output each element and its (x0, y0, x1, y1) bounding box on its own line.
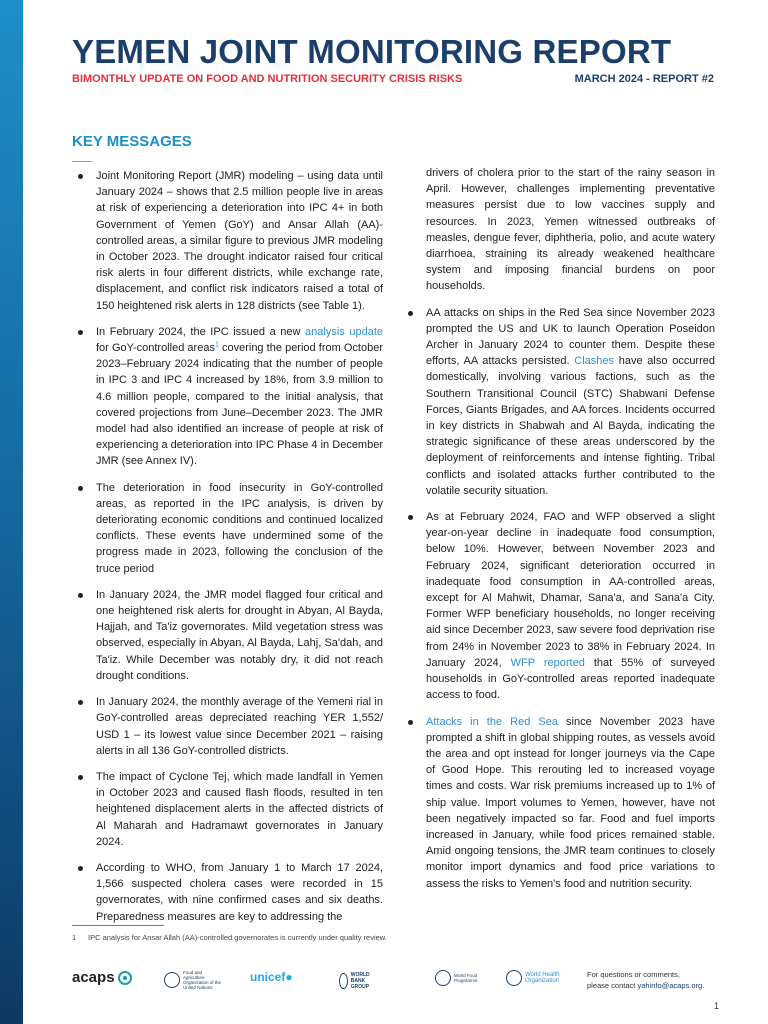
bullet-text: According to WHO, from January 1 to March 17 2024, 1,566 suspected cholera cases were recorded in 15 governorates, with nine confirmed cases and six deaths. Preparedness measures are key to addressing the (96, 861, 383, 923)
acaps-wordmark: acaps (72, 969, 115, 986)
unicef-globe-icon: ● (285, 970, 293, 984)
footnote-number: 1 (72, 933, 77, 942)
footnote-divider (72, 925, 164, 926)
wfp-reported-link[interactable]: WFP reported (510, 656, 585, 669)
bullet-icon (78, 174, 83, 179)
wfp-logo[interactable] (435, 970, 494, 986)
bullet-icon (78, 775, 83, 780)
report-subtitle: BIMONTHLY UPDATE ON FOOD AND NUTRITION SECURITY CRISIS RISKS (72, 73, 463, 85)
list-item (408, 305, 715, 499)
unicef-logo[interactable] (250, 970, 293, 984)
left-column (78, 168, 383, 935)
list-item (78, 769, 383, 850)
bullet-text: AA attacks on ships in the Red Sea since November 2023 prompted the US and UK to launch Operation Poseidon Archer in January 2024 to counter them. Despite these efforts, AA attacks persisted. (426, 306, 715, 368)
bullet-icon (78, 866, 83, 871)
key-messages-heading: KEY MESSAGES (72, 133, 192, 150)
list-item-continued (408, 165, 715, 295)
wfp-seal-icon (435, 970, 451, 986)
bullet-text: drivers of cholera prior to the start of the rainy season in April. However, challenges implementing preventative measures persist due to low vaccines supply and resources. In 2023, Yemen witnessed outbreaks of measles, dengue fever, diphtheria, polio, and acute watery diarrhoea, straining its already weakened healthcare system and imposing financial burdens on poor households. (426, 167, 715, 293)
page-number: 1 (713, 1001, 719, 1011)
world-bank-text: WORLD BANK GROUP (350, 972, 370, 990)
footnote-text: IPC analysis for Ansar Allah (AA)-controlled governorates is currently under quality review. (88, 933, 387, 942)
analysis-update-link[interactable]: analysis update (305, 325, 383, 338)
bullet-icon (78, 700, 83, 705)
bullet-text: since November 2023 have prompted a shift in global shipping routes, as vessels avoid the area and opt instead for longer journeys via the Cape of Good Hope. This rerouting led to increased voyage times and costs. War risk premiums increased up to 1% of ship value. Import volumes to Yemen, however, have not been negatively impacted so far. Food and fuel imports increased in January, while food prices remained stable. Amid ongoing tensions, the JMR team continues to closely monitor import dynamics and food price variations to assess the risks to Yemen's food and nutrition security. (426, 715, 715, 890)
acaps-logo[interactable] (72, 969, 132, 986)
contact-prefix: please contact (587, 981, 636, 990)
world-bank-globe-icon (339, 973, 348, 989)
who-logo-text: World Health Organization (525, 971, 560, 984)
bullet-icon (78, 330, 83, 335)
who-logo[interactable] (506, 970, 575, 986)
report-date: MARCH 2024 - REPORT #2 (574, 73, 714, 85)
list-item (408, 714, 715, 892)
side-accent-bar (0, 0, 23, 1024)
heading-divider (72, 161, 92, 162)
footnote (72, 933, 387, 942)
bullet-text: In January 2024, the JMR model flagged four critical and one heightened risk alerts for drought in Abyan, Al Bayda, Hajjah, and Ta'iz governorates. Mild vegetation stress was observed, especially in Abyan, Al Bayda, Lahj, Sa'dah, and Ta'iz. While December was notably dry, it did not reach drought conditions. (96, 588, 383, 682)
fao-logo[interactable] (164, 970, 223, 990)
fao-logo-text: Food and Agriculture Organization of the United Nations (183, 970, 222, 990)
list-item (408, 509, 715, 703)
bullet-icon (78, 486, 83, 491)
list-item (78, 168, 383, 314)
bullet-text: The impact of Cyclone Tej, which made landfall in Yemen in October 2023 and caused flash floods, resulted in ten heightened displacement alerts in the affected districts of Al Maharah and Hadramawt governorates in January 2024. (96, 770, 383, 848)
contact-line: For questions or comments, (587, 970, 680, 979)
list-item (78, 694, 383, 759)
wfp-logo-text: World Food Programme (454, 973, 478, 983)
footnote-ref[interactable]: 1 (214, 341, 219, 349)
world-bank-logo[interactable] (339, 972, 377, 990)
red-sea-attacks-link[interactable]: Attacks in the Red Sea (426, 715, 558, 728)
bullet-text: The deterioration in food insecurity in GoY-controlled areas, as reported in the IPC analysis, is driven by deteriorating economic conditions and continued localized conflicts. These events have undermined some of the progress made in 2023, following the conclusion of the truce period (96, 481, 383, 575)
list-item (78, 860, 383, 925)
bullet-text: Joint Monitoring Report (JMR) modeling – using data until January 2024 – shows that 2.5 million people live in areas at risk of experiencing a deterioration into IPC 4+ in both Government of Yemen (GoY) and Ansar Allah (AA)-controlled areas, a similar figure to previous JMR modeling in October 2023. The drought indicator raised four critical risk alerts in four different districts, while exchange rate, displacement, and conflict risk indicators raised a total of 150 heightened risk alerts in 128 districts (see Table 1). (96, 170, 383, 312)
bullet-icon (408, 720, 413, 725)
bullet-text: that 55% of surveyed households in GoY-controlled areas reported inadequate access to food. (426, 656, 715, 702)
clashes-link[interactable]: Clashes (574, 355, 615, 368)
unicef-wordmark: unicef (250, 970, 286, 984)
list-item (78, 324, 383, 470)
contact-info (587, 969, 704, 991)
bullet-text: covering the period from October 2023–February 2024 indicating that the number of people in IPC 3 and IPC 4 increased by 18%, from 3.9 million to 4.6 million people, compared to the initial analysis, that covered projections from June–December 2023. The JMR model had also identified an increase of people at risk of experiencing a deterioration into IPC Phase 4 in December JMR (see Annex IV). (96, 342, 384, 468)
list-item (78, 480, 383, 577)
bullet-icon (408, 515, 413, 520)
list-item (78, 587, 383, 684)
bullet-text: In February 2024, the IPC issued a new (96, 325, 306, 338)
contact-email-link[interactable]: yahinfo@acaps.org. (637, 981, 705, 990)
acaps-mark-icon (118, 971, 132, 985)
bullet-icon (78, 593, 83, 598)
who-emblem-icon (506, 970, 522, 986)
bullet-text: have also occurred domestically, involving various factions, such as the Southern Transitional Council (STC) Shabwani Defense Forces, Giants Brigades, and AA forces. Incidents occurred in key districts in Shabwah and Al Bayda, indicating the strategic significance of these areas underscored by the deployment of reinforcements and intense fighting. Tribal conflicts and isolated attacks further contributed to the volatile security situation. (426, 355, 715, 497)
contact-line (587, 980, 704, 991)
fao-seal-icon (164, 972, 180, 988)
report-title: YEMEN JOINT MONITORING REPORT (72, 33, 672, 70)
bullet-icon (408, 311, 413, 316)
bullet-text: for GoY-controlled areas (96, 342, 215, 355)
bullet-text: As at February 2024, FAO and WFP observed a slight year-on-year decline in inadequate food consumption, below 10%. However, between November 2023 and February 2024, significant deterioration occurred in inadequate food consumption in AA-controlled areas, except for Al Mahwit, Dhamar, Sana'a, and Sana'a City. Former WFP beneficiary households, no longer receiving aid since December 2023, saw severe food deprivation rise from 24% in November 2023 to 38% in February 2024. In January 2024, (426, 511, 715, 669)
right-column (408, 165, 715, 902)
bullet-text: In January 2024, the monthly average of the Yemeni rial in GoY-controlled areas depreciated reaching YER 1,552/ USD 1 – its lowest value since December 2021 – raising alerts in all 136 GoY-controlled districts. (96, 696, 383, 757)
